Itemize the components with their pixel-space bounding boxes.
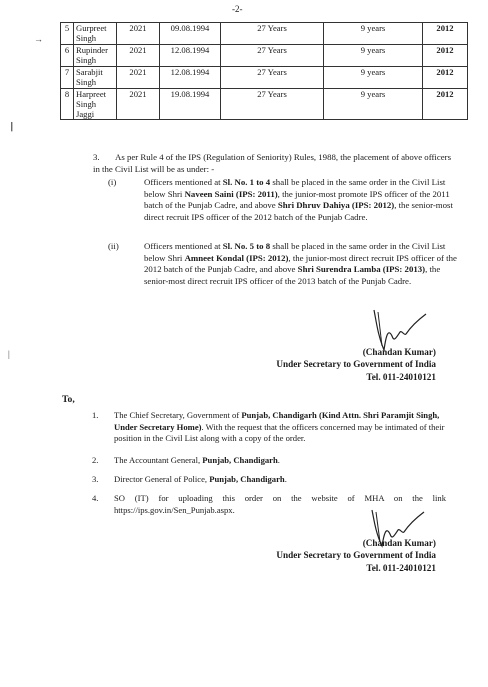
recipient-3: 3. Director General of Police, Punjab, Chandigarh.: [92, 474, 287, 484]
sub-label: (i): [108, 177, 117, 187]
sub-para-i: [108, 177, 462, 247]
sub-label: (ii): [108, 241, 119, 251]
scan-mark: ❘: [8, 121, 16, 131]
table-cell-sl: 5: [61, 23, 74, 45]
table-cell-batch: 2021: [117, 45, 160, 67]
table-cell-dob: 19.08.1994: [160, 89, 221, 120]
table-cell-name: Gurpreet Singh: [74, 23, 117, 45]
table-cell-name: Harpreet Singh Jaggi: [74, 89, 117, 120]
table-cell-sl: 6: [61, 45, 74, 67]
para-3: [93, 151, 451, 176]
recipient-2: 2. The Accountant General, Punjab, Chandigarh.: [92, 455, 280, 465]
table-row: [61, 89, 468, 120]
table-cell-service: 9 years: [324, 67, 423, 89]
officers-table: [60, 22, 468, 120]
signatory-designation: Under Secretary to Government of India: [276, 359, 436, 370]
scan-mark: →: [34, 34, 43, 44]
table-cell-sl: 8: [61, 89, 74, 120]
sub-text: Officers mentioned at Sl. No. 1 to 4 shall be placed in the same order in the Civil List below Shri Naveen Saini (IPS: 2011), the junior-most promote IPS officer of the 2011 batch of the Punjab Cadre, and above Shri Dhruv Dahiya (IPS: 2012), the senior-most direct recruit IPS officer of the 2012 batch of the Punjab Cadre.: [144, 177, 453, 222]
table-cell-age: 27 Years: [221, 67, 324, 89]
sub-text: Officers mentioned at Sl. No. 5 to 8 shall be placed in the same order in the Civil List below Shri Amneet Kondal (IPS: 2012), the junior-most direct recruit IPS officer of the 2012 batch of the Punjab Cadre, and above Shri Surendra Lamba (IPS: 2013), the senior-most direct recruit IPS officer of the 2013 batch of the Punjab Cadre.: [144, 241, 457, 286]
table-cell-age: 27 Years: [221, 23, 324, 45]
page-number: -2-: [232, 4, 243, 14]
signatory-tel: Tel. 011-24010121: [366, 371, 436, 382]
table-cell-name: Rupinder Singh: [74, 45, 117, 67]
table-cell-service: 9 years: [324, 23, 423, 45]
signatory-tel: Tel. 011-24010121: [366, 562, 436, 573]
table-cell-dob: 09.08.1994: [160, 23, 221, 45]
signatory-name: (Chandan Kumar): [362, 538, 436, 548]
table-cell-age: 27 Years: [221, 45, 324, 67]
signature-block-1: [276, 346, 436, 383]
table-cell-sl: 7: [61, 67, 74, 89]
signature-block-2: [276, 537, 436, 574]
table-cell-year: 2012: [423, 23, 468, 45]
recipient-4: 4. SO (IT) for uploading this order on the website of MHA on the link https://ips.gov.in/Sen_Punjab.aspx.: [92, 493, 446, 515]
table-cell-name: Sarabjit Singh: [74, 67, 117, 89]
table-cell-batch: 2021: [117, 67, 160, 89]
sub-para-ii: [108, 241, 462, 301]
recipient-1: 1. The Chief Secretary, Government of Punjab, Chandigarh (Kind Attn. Shri Paramjit Singh, Under Secretary Home). With the request that the officers concerned may be intimated of their position in the Civil List along with a copy of the order.: [92, 410, 445, 443]
table-cell-age: 27 Years: [221, 89, 324, 120]
table-cell-dob: 12.08.1994: [160, 45, 221, 67]
table-cell-year: 2012: [423, 45, 468, 67]
table-cell-batch: 2021: [117, 23, 160, 45]
to-label: To,: [62, 394, 75, 405]
para-text: As per Rule 4 of the IPS (Regulation of Seniority) Rules, 1988, the placement of above officers in the Civil List will be as under: -: [93, 152, 451, 175]
table-cell-service: 9 years: [324, 89, 423, 120]
table-cell-year: 2012: [423, 89, 468, 120]
table-row: [61, 23, 468, 45]
signatory-name: (Chandan Kumar): [362, 347, 436, 357]
table-row: [61, 45, 468, 67]
para-number: 3.: [93, 152, 100, 162]
table-cell-year: 2012: [423, 67, 468, 89]
signatory-designation: Under Secretary to Government of India: [276, 550, 436, 561]
table-cell-service: 9 years: [324, 45, 423, 67]
scan-mark: |: [8, 349, 10, 359]
table-cell-dob: 12.08.1994: [160, 67, 221, 89]
table-row: [61, 67, 468, 89]
table-cell-batch: 2021: [117, 89, 160, 120]
